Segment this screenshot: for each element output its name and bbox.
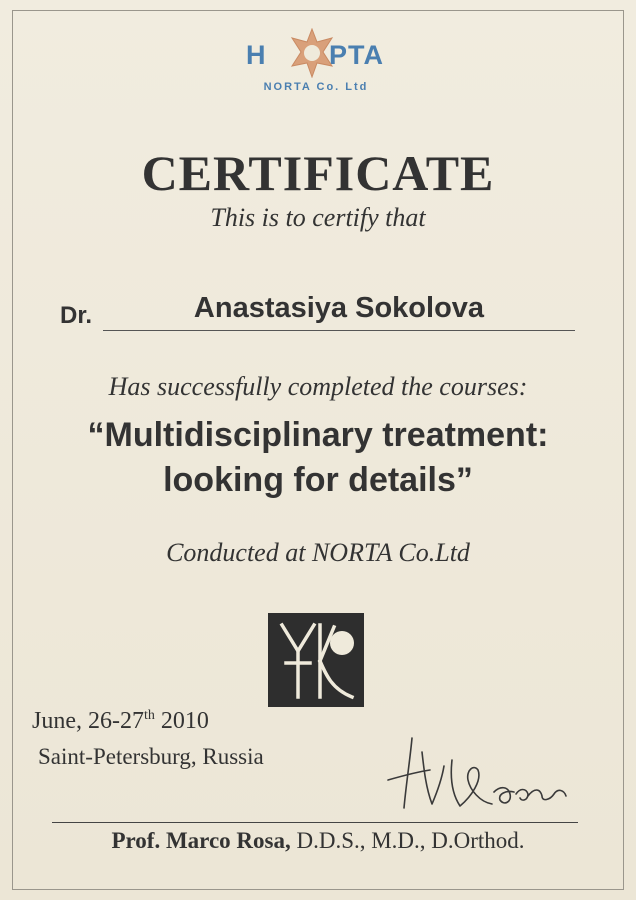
certify-line: This is to certify that [210,203,426,232]
signatory-name: Prof. Marco Rosa, [111,828,291,853]
signature-line [52,822,578,823]
course-title [0,413,636,503]
course-title-line-1: “Multidisciplinary treatment: [87,416,549,454]
logo-company-name: NORTA Co. Ltd [263,81,369,93]
course-title-line-2: looking for details” [163,461,473,499]
event-location: Saint-Petersburg, Russia [38,744,264,769]
logo-letter-left: H [246,40,267,70]
logo-letters-right: PTA [329,40,384,70]
conducted-line: Conducted at NORTA Co.Ltd [166,538,470,567]
signatory [0,828,636,854]
star-icon [290,28,334,78]
recipient-name: Anastasiya Sokolova [193,292,485,324]
recipient-prefix: Dr. [60,302,93,329]
yk-monogram-icon [268,613,364,707]
completed-line: Has successfully completed the courses: [108,372,528,401]
handwritten-signature-icon [382,730,572,825]
event-date-suffix: th [143,708,155,723]
event-date-year: 2010 [160,708,209,734]
name-underline [103,330,575,331]
event-date-prefix: June, 26-27 [32,708,144,734]
norta-logo [246,30,386,98]
event-date [32,708,209,735]
certificate-title: CERTIFICATE [141,145,495,201]
signatory-credentials: D.D.S., M.D., D.Orthod. [296,828,525,853]
